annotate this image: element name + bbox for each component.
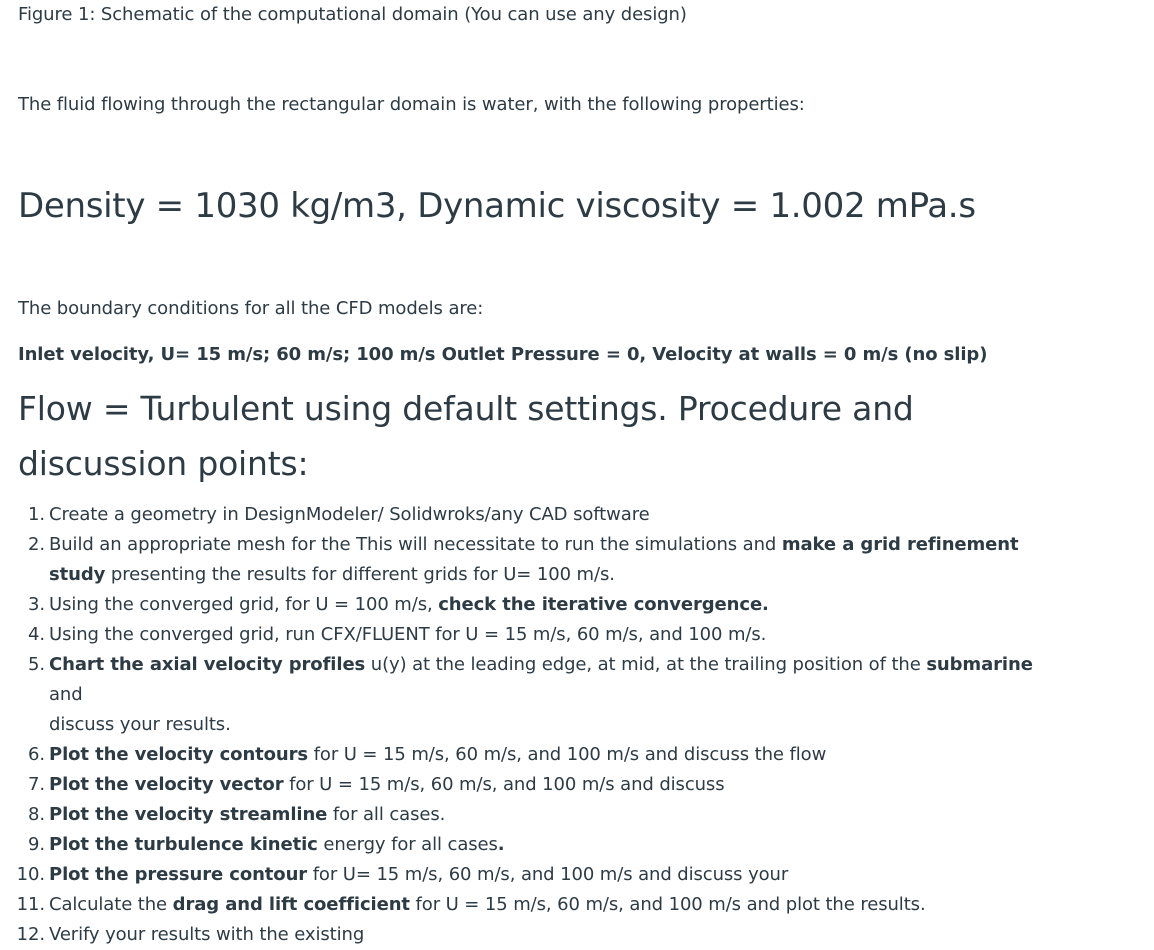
boundary-conditions: Inlet velocity, U= 15 m/s; 60 m/s; 100 m/s Outlet Pressure = 0, Velocity at walls = 0 m/s (no slip) [18,344,988,365]
step-emphasis: make a grid refinement [781,534,1019,555]
step-emphasis: . [497,834,505,855]
step-text: Calculate the [49,894,173,915]
step-text: u(y) at the leading edge, at mid, at the trailing position of the [365,654,927,675]
step-text: for all cases. [327,804,446,825]
list-item [0,530,1049,590]
list-number: 6. [28,744,45,765]
figure-caption: Figure 1: Schematic of the computational domain (You can use any design) [18,4,687,25]
list-item [0,830,1049,860]
list-number: 4. [28,624,45,645]
step-text: for U = 15 m/s, 60 m/s, and 100 m/s and discuss [283,774,725,795]
step-text: Using the converged grid, for U = 100 m/s, [49,594,439,615]
list-number: 12. [16,924,45,945]
list-number: 11. [16,894,45,915]
step-text: energy for all cases [317,834,498,855]
step-emphasis: study [49,564,106,585]
step-emphasis: drag and lift coefficient [172,894,410,915]
procedure-heading-line1: Flow = Turbulent using default settings. Procedure and [18,389,914,428]
list-number: 7. [28,774,45,795]
list-item [0,740,1049,770]
list-item [0,770,1049,800]
step-text: for U = 15 m/s, 60 m/s, and 100 m/s and plot the results. [409,894,926,915]
list-item [0,860,1049,890]
step-text: presenting the results for different grids for U= 100 m/s. [105,564,615,585]
step-text: Create a geometry in DesignModeler/ Solidwroks/any CAD software [49,504,650,525]
list-item [0,500,1049,530]
step-text: discuss your results. [49,714,231,735]
list-number: 3. [28,594,45,615]
step-text: Using the converged grid, run CFX/FLUENT for U = 15 m/s, 60 m/s, and 100 m/s. [49,624,767,645]
step-emphasis: Plot the velocity streamline [49,804,328,825]
step-emphasis: Plot the velocity vector [49,774,284,795]
list-number: 5. [28,654,45,675]
step-emphasis: Plot the turbulence kinetic [49,834,318,855]
procedure-heading-line2: discussion points: [18,444,309,483]
list-item [0,920,1049,950]
fluid-properties: Density = 1030 kg/m3, Dynamic viscosity = 1.002 mPa.s [18,186,976,226]
step-emphasis: check the iterative convergence. [438,594,769,615]
list-item [0,620,1049,650]
fluid-intro-text: The fluid flowing through the rectangular domain is water, with the following properties: [18,94,805,115]
list-number: 1. [28,504,45,525]
boundary-intro-text: The boundary conditions for all the CFD models are: [18,298,484,319]
step-emphasis: Chart the axial velocity profiles [49,654,366,675]
list-item [0,800,1049,830]
list-number: 9. [28,834,45,855]
step-text: for U= 15 m/s, 60 m/s, and 100 m/s and discuss your [307,864,789,885]
step-text: and [49,684,83,705]
step-text: Verify your results with the existing [49,924,365,945]
procedure-list [0,500,1049,950]
step-emphasis: Plot the velocity contours [49,744,309,765]
step-emphasis: Plot the pressure contour [49,864,308,885]
step-text: for U = 15 m/s, 60 m/s, and 100 m/s and discuss the flow [308,744,827,765]
step-text: Build an appropriate mesh for the This will necessitate to run the simulations and [49,534,782,555]
list-number: 2. [28,534,45,555]
list-item [0,590,1049,620]
list-number: 8. [28,804,45,825]
list-item [0,650,1049,740]
step-emphasis: submarine [926,654,1033,675]
list-item [0,890,1049,920]
list-number: 10. [16,864,45,885]
